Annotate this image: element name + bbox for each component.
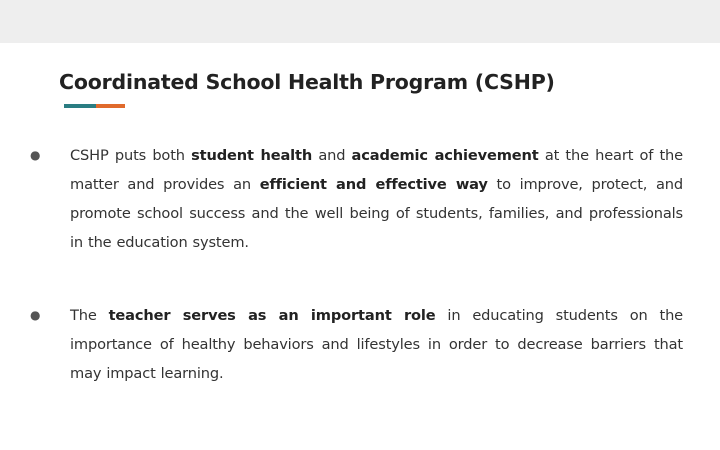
slide-title: Coordinated School Health Program (CSHP) [59, 70, 555, 94]
text-segment: at the heart of the matter and provides an [70, 147, 683, 193]
text-segment: CSHP puts both [70, 147, 192, 164]
title-underline-teal [64, 104, 96, 108]
text-segment: and [312, 147, 352, 164]
top-band [0, 0, 720, 43]
bold-segment: efficient and effective way [259, 176, 488, 193]
bullet-dot-icon: ● [30, 148, 41, 162]
bold-segment: academic achievement [351, 147, 539, 164]
bullet-item-2 [30, 301, 683, 388]
bold-segment: teacher serves as an important role [108, 307, 436, 324]
text-segment: The [70, 307, 109, 324]
bullet-item-1 [30, 141, 683, 257]
bullet-dot-icon: ● [30, 308, 41, 322]
text-segment: to improve, protect, and promote school success and the well being of students, families, and professionals in the education system. [70, 176, 683, 251]
title-underline-orange [96, 104, 125, 108]
bold-segment: student health [191, 147, 313, 164]
bullet-text-1 [70, 141, 683, 257]
text-segment: in educating students on the importance of healthy behaviors and lifestyles in order to decrease barriers that may impact learning. [70, 307, 683, 382]
bullet-text-2 [70, 301, 683, 388]
